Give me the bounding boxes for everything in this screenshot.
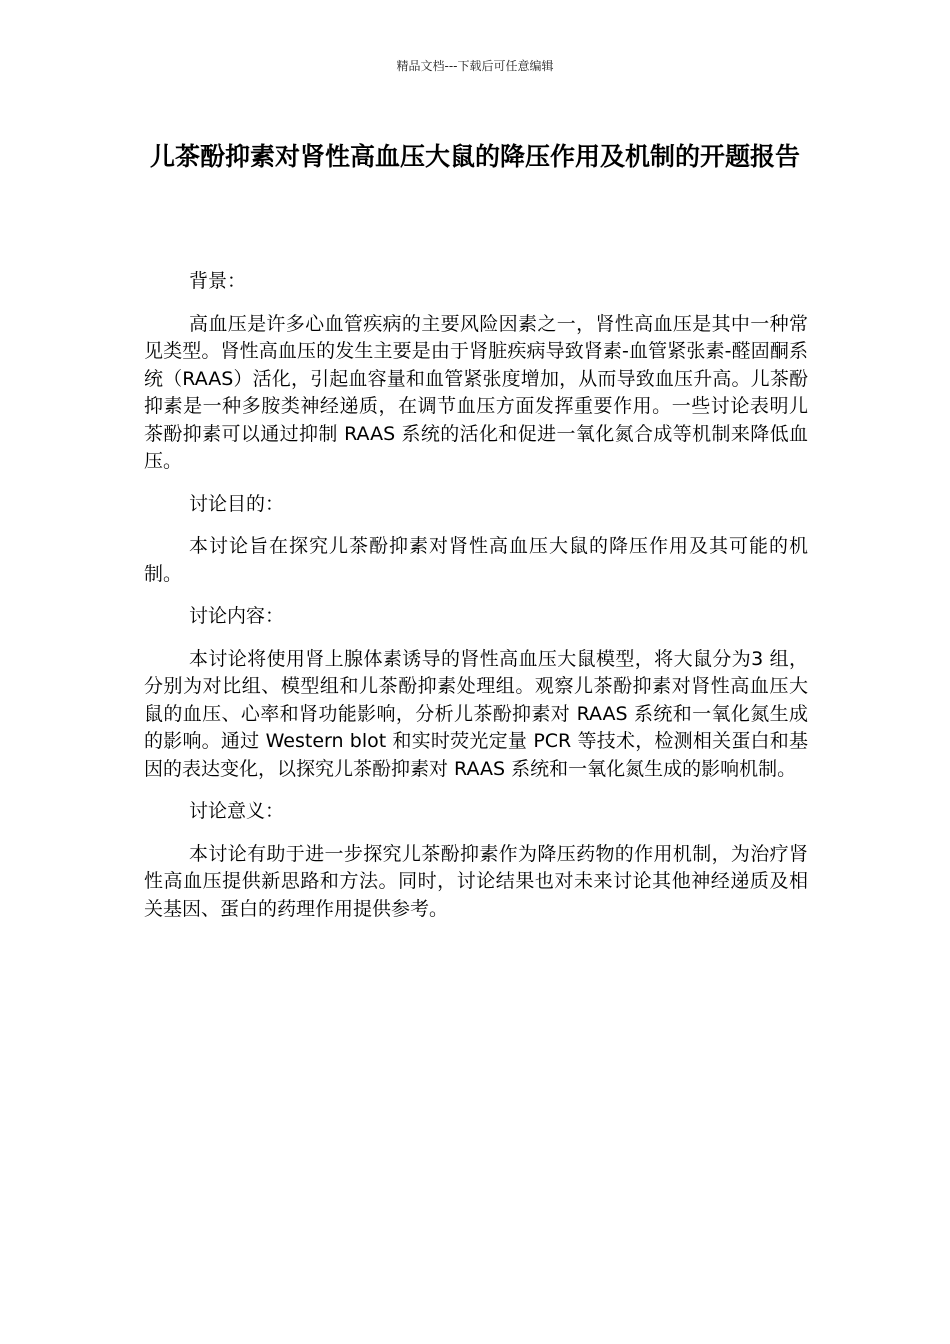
section-heading-background: 背景： [189, 270, 247, 292]
document-body [144, 268, 808, 923]
page-header-note: 精品文档---下载后可任意编辑 [396, 59, 554, 73]
section-body-background: 高血压是许多心血管疾病的主要风险因素之一，肾性高血压是其中一种常见类型。肾性高血压的发生主要是由于肾脏疾病导致肾素-血管紧张素-醛固酮系统（RAAS）活化，引起血容量和血管紧张度增加，从而导致血压升高。儿茶酚抑素是一种多胺类神经递质，在调节血压方面发挥重要作用。一些讨论表明儿茶酚抑素可以通过抑制 RAAS 系统的活化和促进一氧化氮合成等机制来降低血压。 [144, 312, 808, 472]
section-body-objective: 本讨论旨在探究儿茶酚抑素对肾性高血压大鼠的降压作用及其可能的机制。 [144, 535, 808, 585]
section-heading-objective: 讨论目的： [189, 492, 285, 515]
section-body-content: 本讨论将使用肾上腺体素诱导的肾性高血压大鼠模型，将大鼠分为3 组，分别为对比组、模型组和儿茶酚抑素处理组。观察儿茶酚抑素对肾性高血压大鼠的血压、心率和肾功能影响，分析儿茶酚抑素对 RAAS 系统和一氧化氮生成的影响。通过 Western blot 和实时荧光定量 PCR 等技术，检测相关蛋白和基因的表达变化，以探究儿茶酚抑素对 RAAS 系统和一氧化氮生成的影响机制。 [144, 647, 808, 780]
section-heading-content: 讨论内容： [189, 605, 285, 627]
section-body-significance: 本讨论有助于进一步探究儿茶酚抑素作为降压药物的作用机制，为治疗肾性高血压提供新思路和方法。同时，讨论结果也对未来讨论其他神经递质及相关基因、蛋白的药理作用提供参考。 [144, 842, 808, 920]
section-heading-significance: 讨论意义： [189, 800, 285, 822]
document-title: 儿茶酚抑素对肾性高血压大鼠的降压作用及机制的开题报告 [149, 142, 800, 171]
